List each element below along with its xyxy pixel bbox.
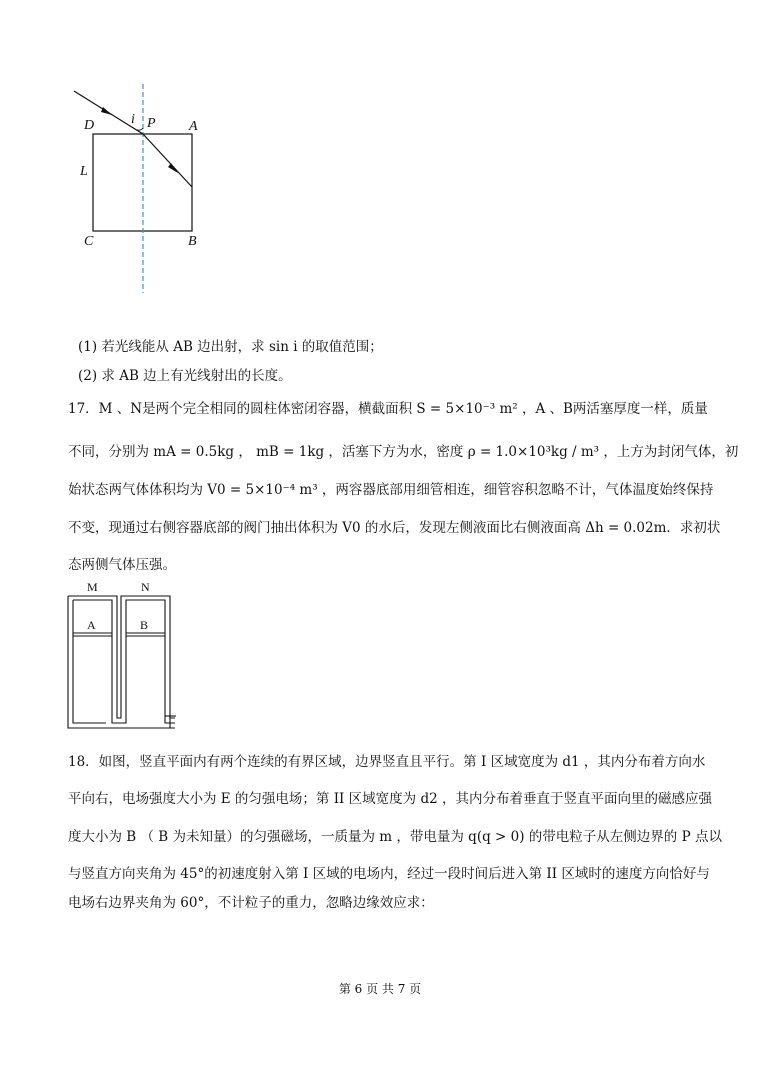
label-D: D — [84, 118, 95, 133]
label-M: M — [87, 580, 98, 594]
q17-line4: 不变，现通过右侧容器底部的阀门抽出体积为 V0 的水后，发现左侧液面比右侧液面高 Δh = 0.02m．求初状 — [68, 520, 721, 536]
label-piston-B: B — [140, 618, 149, 632]
label-piston-A: A — [87, 618, 96, 632]
q17-line5: 态两侧气体压强。 — [68, 557, 176, 573]
q16-sub1: (1) 若光线能从 AB 边出射，求 sin i 的取值范围； — [78, 339, 383, 355]
label-L: L — [80, 164, 88, 179]
label-N: N — [141, 580, 150, 594]
label-P: P — [147, 116, 156, 131]
q16-sub2: (2) 求 AB 边上有光线射出的长度。 — [78, 368, 292, 384]
q18-line3: 度大小为 B （ B 为未知量）的匀强磁场，一质量为 m ，带电量为 q(q > 0) 的带电粒子从左侧边界的 P 点以 — [68, 829, 722, 845]
q18-line5: 电场右边界夹角为 60°，不计粒子的重力，忽略边缘效应求： — [68, 895, 434, 911]
label-i: i — [131, 112, 135, 127]
label-A: A — [189, 119, 198, 134]
q18-line2: 平向右，电场强度大小为 E 的匀强电场；第 II 区域宽度为 d2 ，其内分布着垂直于竖直平面向里的磁感应强 — [68, 791, 712, 807]
q18-line1: 18．如图，竖直平面内有两个连续的有界区域，边界竖直且平行。第 I 区域宽度为 d1 ，其内分布着方向水 — [68, 754, 706, 770]
q17-line2: 不同，分别为 mA = 0.5kg ， mB = 1kg ，活塞下方为水，密度 ρ = 1.0×10³kg / m³ ，上方为封闭气体，初 — [68, 444, 739, 460]
page-footer: 第 6 页 共 7 页 — [338, 982, 422, 996]
q17-line3: 始状态两气体体积均为 V0 = 5×10⁻⁴ m³ ，两容器底部用细管相连，细管容积忽略不计，气体温度始终保持 — [68, 482, 714, 498]
q18-line4: 与竖直方向夹角为 45°的初速度射入第 I 区域的电场内，经过一段时间后进入第 II 区域时的速度方向恰好与 — [68, 866, 710, 882]
label-C: C — [84, 234, 94, 249]
q17-line1: 17．M 、N是两个完全相同的圆柱体密闭容器，横截面积 S = 5×10⁻³ m² ，A 、B两活塞厚度一样，质量 — [68, 401, 708, 417]
label-B: B — [188, 234, 197, 249]
